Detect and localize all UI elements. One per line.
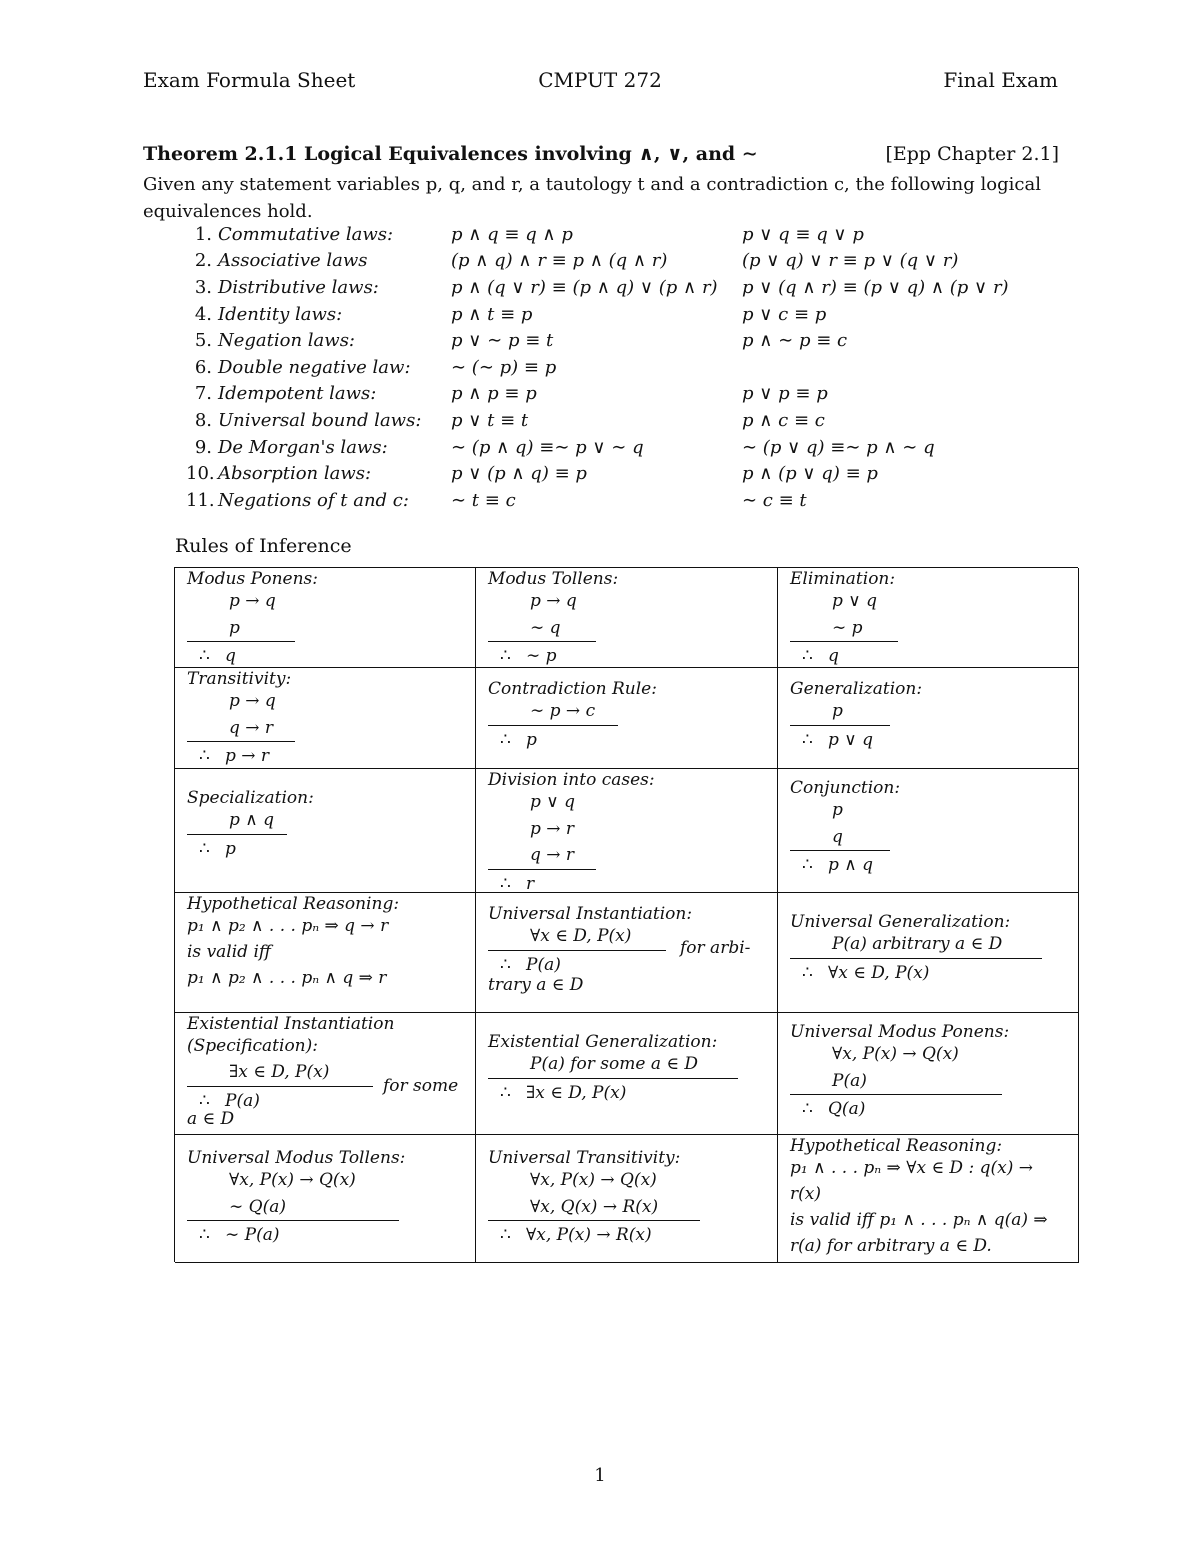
rule-name: Universal Instantiation: xyxy=(488,904,693,924)
rule-name: Universal Modus Ponens: xyxy=(790,1022,1010,1042)
header-right: Final Exam xyxy=(943,68,1058,92)
conclusion: ∴ p ∧ q xyxy=(802,855,874,875)
theorem-block xyxy=(143,143,1059,225)
premise: p → q xyxy=(229,691,276,711)
rule-universal-transitivity xyxy=(476,1135,778,1263)
rule-qualifier: for arbi- xyxy=(680,938,751,959)
conclusion: ∴ q xyxy=(802,646,839,666)
law-formula-b: (p ∨ q) ∨ r ≡ p ∨ (q ∨ r) xyxy=(742,250,959,272)
rules-title: Rules of Inference xyxy=(175,535,352,557)
law-formula-b: ∼ (p ∨ q) ≡∼ p ∧ ∼ q xyxy=(742,436,935,458)
law-name: Commutative laws: xyxy=(218,223,394,245)
law-formula-a: p ∨ (p ∧ q) ≡ p xyxy=(451,463,587,485)
conclusion: ∴ p → r xyxy=(199,746,270,766)
rule-line: is valid iff p₁ ∧ . . . pₙ ∧ q(a) ⇒ xyxy=(790,1210,1048,1230)
rule-line: r(a) for arbitrary a ∈ D. xyxy=(790,1236,992,1256)
law-name: Universal bound laws: xyxy=(218,409,422,431)
law-formula-b: p ∨ (q ∧ r) ≡ (p ∨ q) ∧ (p ∨ r) xyxy=(742,276,1009,298)
rule-qualifier-cont: a ∈ D xyxy=(187,1109,235,1129)
premise: P(a) xyxy=(832,1070,867,1091)
premise: ∀x ∈ D, P(x) xyxy=(530,926,632,946)
premise: ∼ Q(a) xyxy=(229,1196,286,1217)
law-formula-a: ∼ (p ∧ q) ≡∼ p ∨ ∼ q xyxy=(451,436,644,458)
rule-name: Universal Generalization: xyxy=(790,912,1011,932)
law-number: 4. xyxy=(194,303,212,325)
law-number: 6. xyxy=(194,356,212,378)
law-formula-b: p ∧ c ≡ c xyxy=(742,409,825,431)
rule-universal-instantiation xyxy=(476,893,778,1013)
law-formula-a: p ∨ ∼ p ≡ t xyxy=(451,330,554,352)
conclusion: ∴ q xyxy=(199,646,236,666)
rule-universal-modus-ponens xyxy=(778,1013,1079,1135)
inference-line xyxy=(187,741,295,742)
premise: q → r xyxy=(229,717,274,738)
premise: ∼ p → c xyxy=(530,701,596,721)
law-number: 5. xyxy=(194,330,212,352)
rule-name: Conjunction: xyxy=(790,778,901,798)
law-number: 7. xyxy=(194,383,212,405)
rule-line: is valid iff xyxy=(187,942,271,962)
conclusion: ∴ ∃x ∈ D, P(x) xyxy=(500,1082,627,1103)
premise: p → q xyxy=(530,591,577,611)
conclusion: ∴ p ∨ q xyxy=(802,729,874,750)
inference-line xyxy=(790,958,1042,959)
rule-name: Hypothetical Reasoning: xyxy=(790,1136,1003,1156)
rule-name: Universal Transitivity: xyxy=(488,1148,681,1168)
law-row xyxy=(186,381,1009,408)
premise: p ∧ q xyxy=(229,810,275,830)
rule-hypothetical-reasoning-universal xyxy=(778,1135,1079,1263)
law-row xyxy=(186,274,1009,301)
premise: p → q xyxy=(229,591,276,611)
premise: P(a) for some a ∈ D xyxy=(530,1054,698,1074)
rule-qualifier-cont: trary a ∈ D xyxy=(488,975,584,995)
law-formula-a: ∼ (∼ p) ≡ p xyxy=(451,356,557,378)
law-formula-a: ∼ t ≡ c xyxy=(451,489,516,511)
rule-universal-modus-tollens xyxy=(175,1135,476,1263)
rule-existential-instantiation xyxy=(175,1013,476,1135)
law-number: 3. xyxy=(194,276,212,298)
conclusion: ∴ Q(a) xyxy=(802,1099,866,1119)
inference-line xyxy=(187,641,295,642)
theorem-intro: Given any statement variables p, q, and r, a tautology t and a contradiction c, the following logical equivalences hold. xyxy=(143,174,1041,222)
premise: p ∨ q xyxy=(832,591,878,611)
rule-name: Modus Tollens: xyxy=(488,569,619,589)
inference-line xyxy=(187,1086,373,1087)
conclusion: ∴ p xyxy=(500,729,537,750)
premise: ∀x, P(x) → Q(x) xyxy=(832,1044,959,1064)
law-formula-a: p ∨ t ≡ t xyxy=(451,409,529,431)
law-number: 8. xyxy=(194,409,212,431)
inference-line xyxy=(187,1220,399,1221)
inference-line xyxy=(790,1094,1002,1095)
law-number: 1. xyxy=(194,223,212,245)
conclusion: ∴ r xyxy=(500,873,535,893)
law-name: Negation laws: xyxy=(218,330,355,352)
rule-transitivity xyxy=(175,668,476,769)
premise: p xyxy=(832,800,843,820)
law-row xyxy=(186,301,1009,328)
rule-generalization xyxy=(778,668,1079,769)
inference-line xyxy=(790,850,890,851)
law-number: 11. xyxy=(186,489,215,511)
rule-name: Hypothetical Reasoning: xyxy=(187,894,400,914)
rule-hypothetical-reasoning xyxy=(175,893,476,1013)
rule-name: Contradiction Rule: xyxy=(488,679,657,699)
law-row xyxy=(186,434,1009,461)
law-name: Double negative law: xyxy=(218,356,411,378)
law-formula-b: p ∨ q ≡ q ∨ p xyxy=(742,223,864,245)
page-number: 1 xyxy=(594,1465,606,1486)
premise: q → r xyxy=(530,845,575,865)
rule-name: Transitivity: xyxy=(187,669,292,689)
law-row xyxy=(186,354,1009,381)
inference-line xyxy=(488,1078,738,1079)
law-name: Negations of t and c: xyxy=(218,489,409,511)
premise: ∀x, Q(x) → R(x) xyxy=(530,1196,659,1217)
law-row xyxy=(186,407,1009,434)
laws-list xyxy=(186,221,1009,514)
law-formula-b: p ∧ ∼ p ≡ c xyxy=(742,330,848,352)
law-name: Absorption laws: xyxy=(218,463,372,485)
inference-line xyxy=(488,950,666,951)
rule-name: Modus Ponens: xyxy=(187,569,318,589)
premise: q xyxy=(832,826,843,847)
law-row xyxy=(186,248,1009,275)
premise: ∃x ∈ D, P(x) xyxy=(229,1062,330,1082)
premise: ∀x, P(x) → Q(x) xyxy=(229,1170,356,1190)
rule-name: Generalization: xyxy=(790,679,923,699)
rule-line: p₁ ∧ p₂ ∧ . . . pₙ ⇒ q → r xyxy=(187,916,389,936)
rule-conjunction xyxy=(778,769,1079,893)
rule-line: p₁ ∧ . . . pₙ ⇒ ∀x ∈ D : q(x) → xyxy=(790,1158,1033,1178)
conclusion: ∴ P(a) xyxy=(500,954,561,975)
law-number: 10. xyxy=(186,463,215,485)
rule-modus-tollens xyxy=(476,568,778,668)
header-course: CMPUT 272 xyxy=(538,68,662,92)
law-formula-b: ∼ c ≡ t xyxy=(742,489,807,511)
conclusion: ∴ ∼ P(a) xyxy=(199,1225,280,1245)
rule-name-cont: (Specification): xyxy=(187,1036,318,1056)
rules-table xyxy=(174,567,1078,1262)
law-name: Identity laws: xyxy=(218,303,343,325)
rule-existential-generalization xyxy=(476,1013,778,1135)
premise: ∼ q xyxy=(530,617,561,638)
law-row xyxy=(186,327,1009,354)
rule-division-into-cases xyxy=(476,769,778,893)
law-name: Associative laws xyxy=(218,250,368,272)
rule-modus-ponens xyxy=(175,568,476,668)
law-number: 9. xyxy=(194,436,212,458)
conclusion: ∴ P(a) xyxy=(199,1090,260,1111)
law-formula-b: p ∨ p ≡ p xyxy=(742,383,828,405)
conclusion: ∴ ∀x ∈ D, P(x) xyxy=(802,962,930,983)
inference-line xyxy=(488,1220,700,1221)
law-formula-a: p ∧ (q ∨ r) ≡ (p ∧ q) ∨ (p ∧ r) xyxy=(451,276,718,298)
premise: ∀x, P(x) → Q(x) xyxy=(530,1170,657,1190)
inference-line xyxy=(790,725,890,726)
rule-line: r(x) xyxy=(790,1184,821,1204)
conclusion: ∴ ∼ p xyxy=(500,646,557,666)
rule-contradiction xyxy=(476,668,778,769)
inference-line xyxy=(488,725,618,726)
premise: p xyxy=(229,617,240,638)
rule-name: Specialization: xyxy=(187,788,314,808)
premise: ∼ p xyxy=(832,617,863,638)
law-formula-a: p ∧ p ≡ p xyxy=(451,383,537,405)
law-formula-a: (p ∧ q) ∧ r ≡ p ∧ (q ∧ r) xyxy=(451,250,668,272)
inference-line xyxy=(488,641,596,642)
rule-name: Existential Instantiation xyxy=(187,1014,395,1034)
inference-line xyxy=(790,641,898,642)
law-formula-b: p ∨ c ≡ p xyxy=(742,303,827,325)
rule-name: Universal Modus Tollens: xyxy=(187,1148,406,1168)
law-formula-b: p ∧ (p ∨ q) ≡ p xyxy=(742,463,878,485)
rule-name: Existential Generalization: xyxy=(488,1032,718,1052)
rule-name: Elimination: xyxy=(790,569,896,589)
premise: p → r xyxy=(530,818,575,839)
law-row xyxy=(186,221,1009,248)
law-name: Distributive laws: xyxy=(218,276,379,298)
rule-line: p₁ ∧ p₂ ∧ . . . pₙ ∧ q ⇒ r xyxy=(187,968,387,988)
inference-line xyxy=(187,834,287,835)
theorem-title: Theorem 2.1.1 Logical Equivalences involving ∧, ∨, and ∼ xyxy=(143,143,758,165)
theorem-reference: [Epp Chapter 2.1] xyxy=(885,143,1059,165)
header-left: Exam Formula Sheet xyxy=(143,68,356,92)
law-name: Idempotent laws: xyxy=(218,383,377,405)
inference-line xyxy=(488,869,596,870)
law-name: De Morgan's laws: xyxy=(218,436,388,458)
premise: p xyxy=(832,701,843,721)
law-formula-a: p ∧ q ≡ q ∧ p xyxy=(451,223,573,245)
premise: p ∨ q xyxy=(530,792,576,812)
conclusion: ∴ p xyxy=(199,838,236,859)
law-number: 2. xyxy=(194,250,212,272)
rule-elimination xyxy=(778,568,1079,668)
law-row xyxy=(186,487,1009,514)
rule-specialization xyxy=(175,769,476,893)
rule-universal-generalization xyxy=(778,893,1079,1013)
rule-qualifier: for some xyxy=(383,1076,459,1097)
law-formula-a: p ∧ t ≡ p xyxy=(451,303,533,325)
rule-name: Division into cases: xyxy=(488,770,655,790)
premise: P(a) arbitrary a ∈ D xyxy=(832,934,1003,954)
conclusion: ∴ ∀x, P(x) → R(x) xyxy=(500,1225,652,1245)
law-row xyxy=(186,460,1009,487)
